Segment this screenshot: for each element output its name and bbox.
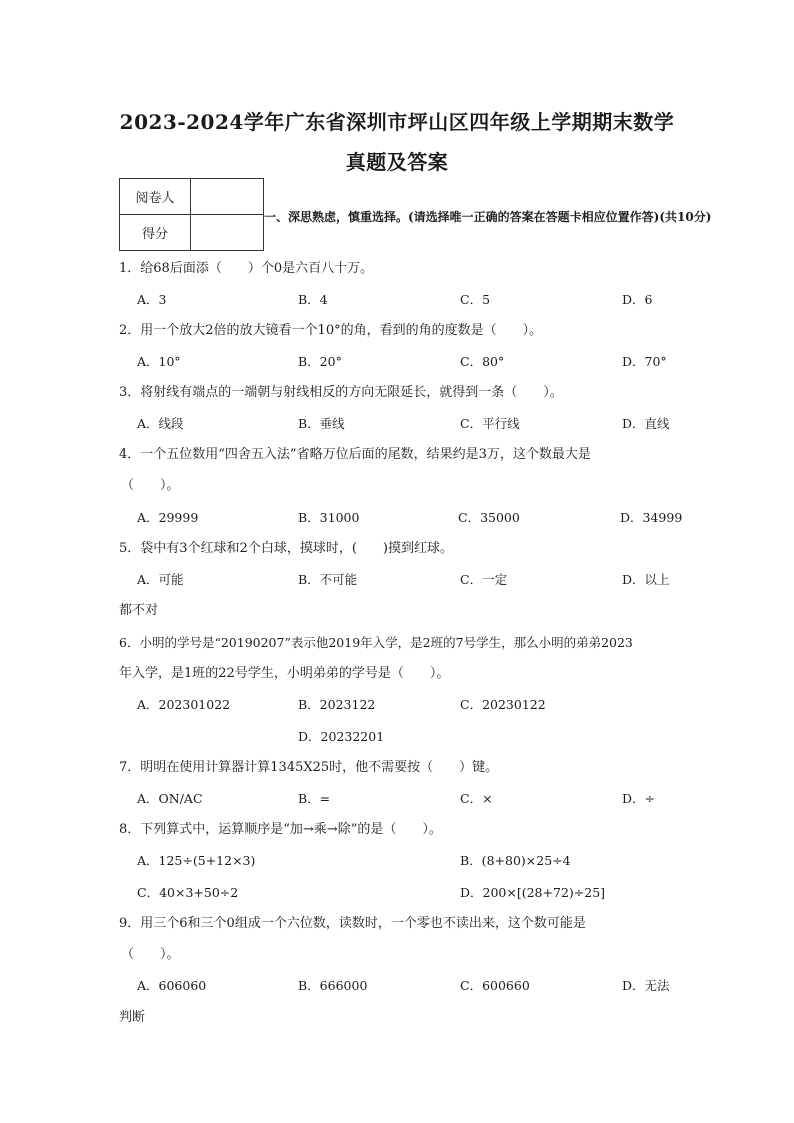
option-b: B．不可能 [298, 572, 358, 587]
option-c: C．40×3+50÷2 [137, 885, 239, 900]
section-heading: 一、深思熟虑，慎重选择。(请选择唯一正确的答案在答题卡相应位置作答)(共10分) [264, 210, 712, 224]
option-b: B．2023122 [298, 697, 376, 712]
reviewer-label: 阅卷人 [120, 179, 191, 215]
option-a: A．29999 [137, 510, 199, 525]
question-6-continuation: 年入学，是1班的22号学生，小明弟弟的学号是（ ）。 [119, 666, 450, 681]
option-a: A．可能 [137, 572, 184, 587]
option-d: D．6 [622, 292, 653, 307]
option-c: C．平行线 [460, 416, 520, 431]
option-d: D．200×[(28+72)÷25] [460, 885, 606, 900]
score-box [119, 178, 264, 251]
question-9-continuation: （ ）。 [121, 947, 180, 962]
question-1: 1．给68后面添（ ）个0是六百八十万。 [119, 261, 374, 276]
option-a: A．3 [137, 292, 167, 307]
score-label: 得分 [120, 215, 191, 251]
option-d-continuation: 都不对 [119, 603, 159, 618]
option-d: D．34999 [620, 510, 683, 525]
question-8: 8．下列算式中，运算顺序是“加→乘→除”的是（ ）。 [119, 822, 442, 837]
option-a: A．ON/AC [137, 791, 203, 806]
option-c: C．一定 [460, 572, 508, 587]
option-d: D．无法 [622, 978, 670, 993]
option-d: D．70° [622, 354, 667, 369]
option-b: B．(8+80)×25÷4 [460, 853, 571, 868]
option-c: C．5 [460, 292, 491, 307]
page-subtitle: 真题及答案 [345, 150, 449, 174]
page-title: 2023-2024学年广东省深圳市坪山区四年级上学期期末数学 [119, 110, 675, 134]
option-c: C．20230122 [460, 697, 546, 712]
option-b: B．666000 [298, 978, 368, 993]
option-b: B．4 [298, 292, 328, 307]
option-c: C．× [460, 791, 493, 806]
option-d: D．以上 [622, 572, 670, 587]
option-d-continuation: 判断 [119, 1010, 146, 1025]
question-4: 4．一个五位数用“四舍五入法”省略万位后面的尾数，结果约是3万，这个数最大是 [119, 447, 591, 462]
question-7: 7．明明在使用计算器计算1345X25时，他不需要按（ ）键。 [119, 760, 499, 775]
question-5: 5．袋中有3个红球和2个白球，摸球时，( )摸到红球。 [119, 541, 453, 556]
question-4-continuation: （ ）。 [121, 478, 180, 493]
option-d: D．÷ [622, 791, 655, 806]
option-a: A．606060 [137, 978, 207, 993]
option-b: B．垂线 [298, 416, 345, 431]
option-b: B．20° [298, 354, 342, 369]
option-a: A．线段 [137, 416, 184, 431]
score-field [191, 215, 264, 251]
option-c: C．80° [460, 354, 505, 369]
option-d: D．20232201 [298, 729, 385, 744]
option-b: B．31000 [298, 510, 360, 525]
reviewer-field [191, 179, 264, 215]
question-9: 9．用三个6和三个0组成一个六位数，读数时，一个零也不读出来，这个数可能是 [119, 916, 586, 931]
option-c: C．600660 [460, 978, 530, 993]
option-a: A．202301022 [137, 697, 231, 712]
question-2: 2．用一个放大2倍的放大镜看一个10°的角，看到的角的度数是（ ）。 [119, 323, 543, 338]
question-6: 6．小明的学号是“20190207”表示他2019年入学，是2班的7号学生，那么小明的弟弟2023 [119, 635, 633, 650]
option-a: A．125÷(5+12×3) [137, 853, 256, 868]
option-c: C．35000 [458, 510, 520, 525]
question-3: 3．将射线有端点的一端朝与射线相反的方向无限延长，就得到一条（ ）。 [119, 385, 563, 400]
option-b: B．= [298, 791, 331, 806]
option-a: A．10° [137, 354, 181, 369]
option-d: D．直线 [622, 416, 670, 431]
